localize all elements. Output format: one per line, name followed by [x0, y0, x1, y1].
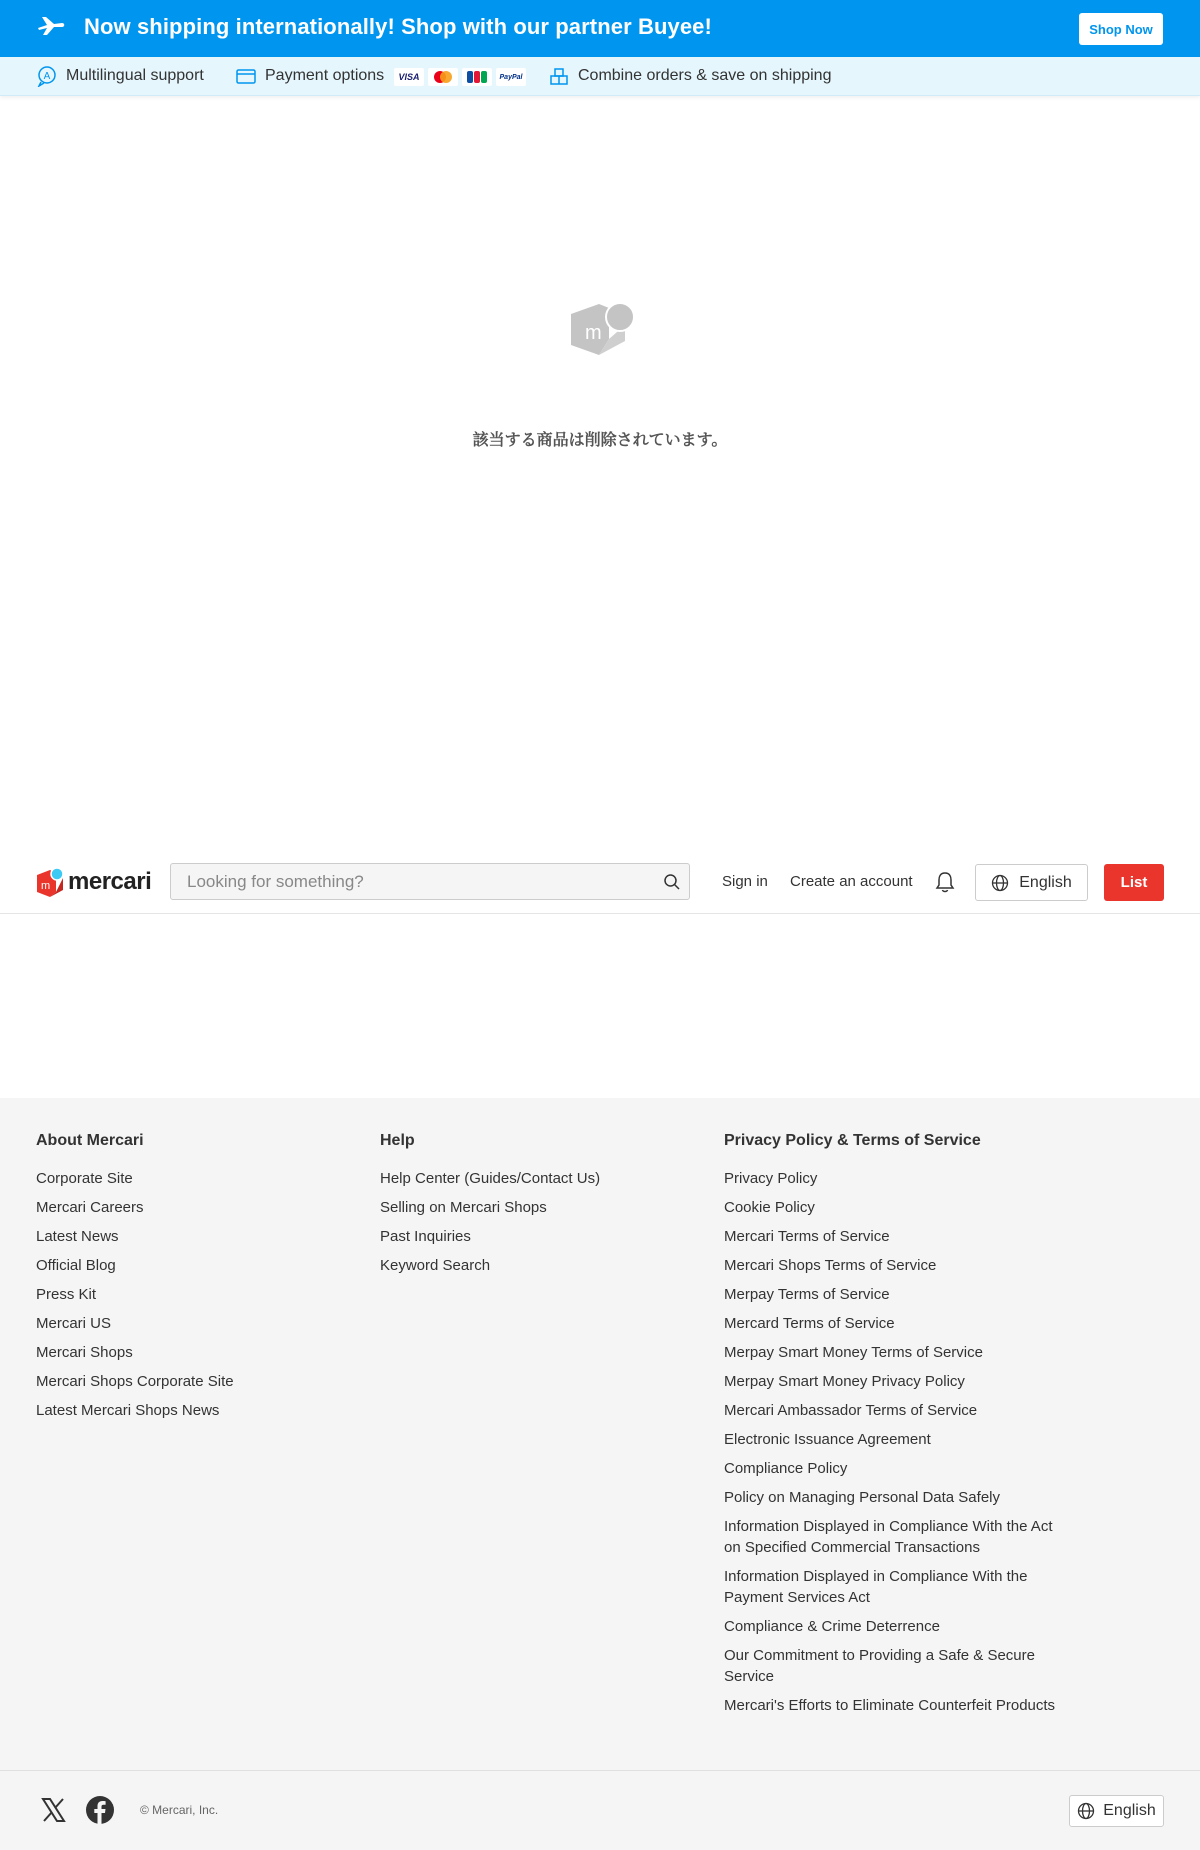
- footer-link[interactable]: Mercari US: [36, 1315, 112, 1332]
- create-account-link[interactable]: Create an account: [790, 873, 913, 890]
- banner-title: Now shipping internationally! Shop with our partner Buyee!: [84, 14, 712, 39]
- footer-link[interactable]: Mercari Shops Terms of Service: [724, 1257, 937, 1274]
- footer-link[interactable]: Press Kit: [36, 1286, 97, 1303]
- footer-link[interactable]: Mercari Careers: [36, 1199, 144, 1216]
- globe-icon: [991, 874, 1009, 892]
- footer-link[interactable]: Mercari Terms of Service: [724, 1228, 890, 1245]
- shop-now-button[interactable]: Shop Now: [1079, 13, 1163, 45]
- footer-link[interactable]: Merpay Smart Money Privacy Policy: [724, 1373, 965, 1390]
- sign-in-link[interactable]: Sign in: [722, 873, 768, 890]
- feature-multilingual-label: Multilingual support: [66, 67, 204, 84]
- mercari-logo[interactable]: [36, 866, 151, 898]
- footer-help-title: Help: [380, 1132, 415, 1149]
- payment-card-logos: [394, 68, 526, 86]
- combine-boxes-icon: [548, 65, 570, 87]
- footer-about-column: [36, 1132, 234, 1429]
- footer-link[interactable]: Policy on Managing Personal Data Safely: [724, 1489, 1000, 1506]
- footer-link[interactable]: Information Displayed in Compliance With the Act on Specified Commercial Transactions: [724, 1518, 1053, 1556]
- visa-logo: VISA: [394, 68, 424, 86]
- footer-about-title: About Mercari: [36, 1132, 144, 1149]
- footer-link[interactable]: Keyword Search: [380, 1257, 491, 1274]
- footer-language-selector[interactable]: [1069, 1795, 1164, 1827]
- footer-language-label: English: [1103, 1802, 1156, 1819]
- list-item-button[interactable]: List: [1104, 864, 1164, 901]
- footer-bottom-bar: [0, 1770, 1200, 1850]
- footer-link[interactable]: Official Blog: [36, 1257, 116, 1274]
- footer-link[interactable]: Information Displayed in Compliance With the Payment Services Act: [724, 1568, 1028, 1606]
- credit-card-icon: [235, 65, 257, 87]
- footer-link[interactable]: Mercari Shops Corporate Site: [36, 1373, 234, 1390]
- footer-link[interactable]: Merpay Smart Money Terms of Service: [724, 1344, 983, 1361]
- facebook-icon[interactable]: [85, 1795, 115, 1825]
- footer-link[interactable]: Corporate Site: [36, 1170, 133, 1187]
- footer-help-column: [380, 1132, 600, 1284]
- footer-privacy-column: [724, 1132, 1064, 1724]
- feature-payment-label: Payment options: [265, 67, 385, 84]
- paypal-logo: PayPal: [496, 68, 526, 86]
- footer-link[interactable]: Mercari's Efforts to Eliminate Counterfeit Products: [724, 1697, 1056, 1714]
- x-twitter-icon[interactable]: [38, 1795, 68, 1825]
- footer-link[interactable]: Help Center (Guides/Contact Us): [380, 1170, 601, 1187]
- mastercard-logo: [428, 68, 458, 86]
- language-support-icon: [36, 65, 58, 87]
- site-footer: [0, 1098, 1200, 1770]
- feature-multilingual: [36, 65, 204, 87]
- footer-link[interactable]: Compliance Policy: [724, 1460, 848, 1477]
- footer-link[interactable]: Compliance & Crime Deterrence: [724, 1618, 940, 1635]
- footer-link[interactable]: Mercard Terms of Service: [724, 1315, 895, 1332]
- feature-combine-label: Combine orders & save on shipping: [578, 67, 832, 84]
- airplane-icon: [36, 14, 66, 42]
- svg-text:A: A: [43, 71, 51, 82]
- footer-link[interactable]: Mercari Shops: [36, 1344, 133, 1361]
- site-header: [0, 850, 1200, 914]
- feature-payment: [235, 65, 384, 87]
- language-selector[interactable]: [975, 864, 1088, 901]
- globe-icon: [1077, 1802, 1095, 1820]
- mercari-logo-icon: [36, 866, 64, 898]
- features-strip: [0, 57, 1200, 96]
- footer-link[interactable]: Privacy Policy: [724, 1170, 818, 1187]
- footer-link[interactable]: Cookie Policy: [724, 1199, 815, 1216]
- shipping-banner: [0, 0, 1200, 57]
- copyright-text: © Mercari, Inc.: [140, 1803, 219, 1817]
- footer-link[interactable]: Latest News: [36, 1228, 119, 1245]
- search-icon[interactable]: [663, 873, 681, 891]
- footer-link[interactable]: Selling on Mercari Shops: [380, 1199, 547, 1216]
- language-label: English: [1019, 873, 1072, 891]
- notification-bell-icon[interactable]: [934, 870, 956, 894]
- search-box: [170, 863, 690, 900]
- feature-combine: [548, 65, 831, 87]
- footer-link[interactable]: Latest Mercari Shops News: [36, 1402, 220, 1419]
- jcb-logo: [462, 68, 492, 86]
- svg-text:m: m: [585, 322, 602, 344]
- footer-link[interactable]: Electronic Issuance Agreement: [724, 1431, 931, 1448]
- svg-text:m: m: [41, 880, 51, 892]
- footer-link[interactable]: Merpay Terms of Service: [724, 1286, 890, 1303]
- mercari-box-icon: [569, 297, 637, 363]
- search-input[interactable]: [171, 864, 651, 899]
- logo-text: mercari: [68, 868, 152, 895]
- footer-link[interactable]: Mercari Ambassador Terms of Service: [724, 1402, 978, 1419]
- footer-privacy-title: Privacy Policy & Terms of Service: [724, 1132, 981, 1149]
- footer-link[interactable]: Past Inquiries: [380, 1228, 471, 1245]
- item-deleted-message: 該当する商品は削除されています。: [472, 430, 728, 449]
- footer-link[interactable]: Our Commitment to Providing a Safe & Secure Service: [724, 1647, 1035, 1685]
